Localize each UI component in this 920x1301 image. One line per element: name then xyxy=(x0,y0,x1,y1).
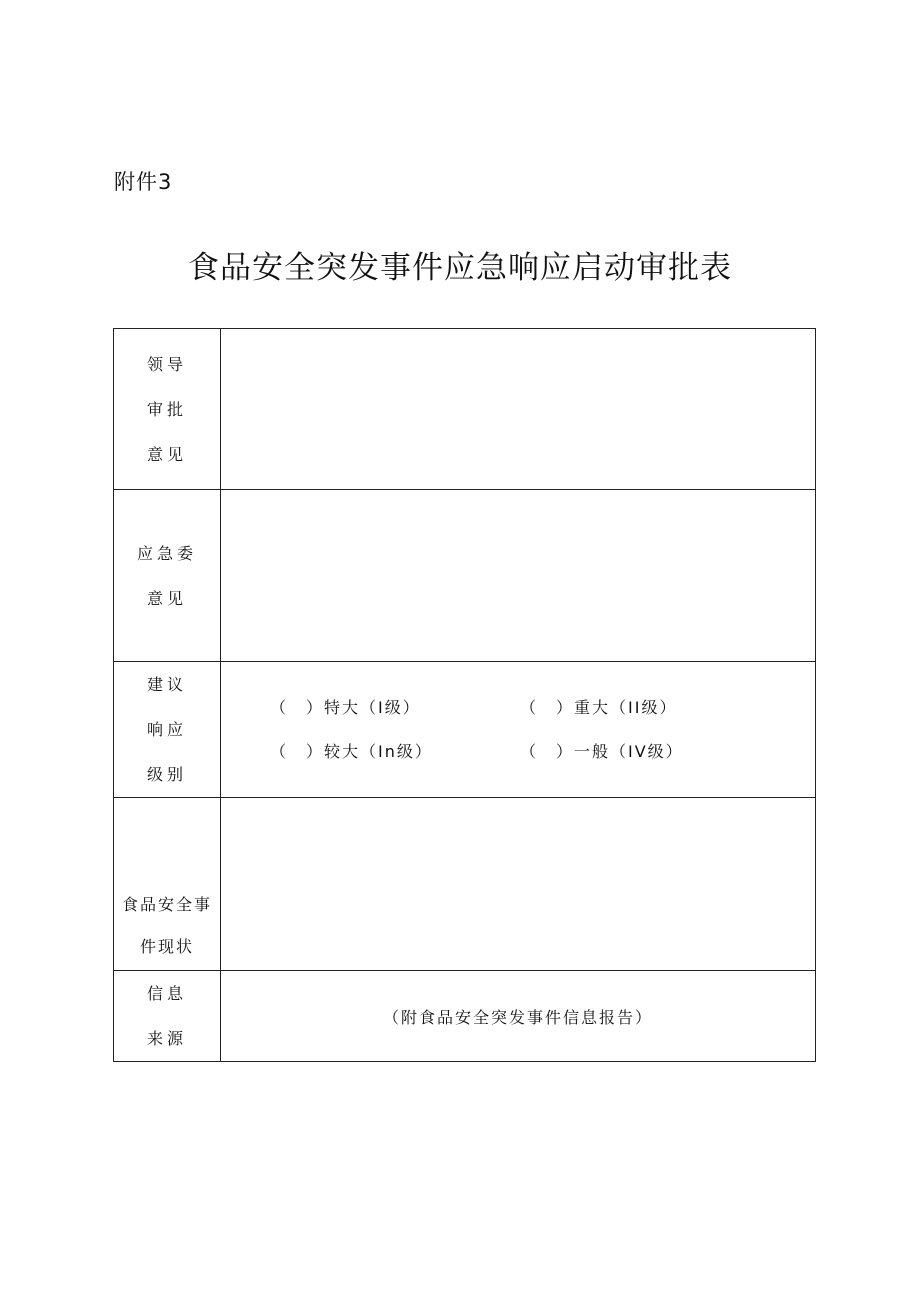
leader-approval-row xyxy=(114,329,816,490)
incident-status-row xyxy=(114,798,816,971)
info-source-field[interactable] xyxy=(221,971,816,1062)
info-source-row xyxy=(114,971,816,1062)
level-option-extraordinary[interactable]: （ ）特大（I级） xyxy=(270,697,421,717)
leader-approval-label xyxy=(114,329,221,490)
level-option-large[interactable]: （ ）较大（In级） xyxy=(270,741,433,761)
committee-opinion-label xyxy=(114,490,221,662)
incident-status-label xyxy=(114,798,221,971)
info-source-label xyxy=(114,971,221,1062)
info-source-note: （附食品安全突发事件信息报告） xyxy=(382,1007,653,1027)
label-line: 建议 xyxy=(146,675,187,694)
label-line: 信息 xyxy=(146,984,187,1003)
label-line: 意见 xyxy=(146,444,187,464)
attachment-label: 附件3 xyxy=(114,170,173,194)
label-line: 意见 xyxy=(146,588,187,608)
committee-opinion-field[interactable] xyxy=(221,490,816,662)
label-line: 级别 xyxy=(146,765,187,784)
level-option-general[interactable]: （ ）一般（IV级） xyxy=(520,741,684,761)
leader-approval-field[interactable] xyxy=(221,329,816,490)
form-title: 食品安全突发事件应急响应启动审批表 xyxy=(188,250,732,286)
label-line: 响应 xyxy=(146,720,187,739)
response-level-row xyxy=(114,662,816,798)
response-level-label xyxy=(114,662,221,798)
label-line: 来源 xyxy=(146,1029,187,1048)
label-line: 应急委 xyxy=(136,543,197,563)
response-level-options xyxy=(221,662,816,798)
committee-opinion-row xyxy=(114,490,816,662)
label-line: 食品安全事 xyxy=(121,895,212,914)
label-line: 审批 xyxy=(146,399,187,419)
incident-status-field[interactable] xyxy=(221,798,816,971)
level-option-major[interactable]: （ ）重大（II级） xyxy=(520,697,678,717)
label-line: 领导 xyxy=(146,354,187,374)
label-line: 件现状 xyxy=(139,937,194,956)
approval-form-table xyxy=(113,328,816,1062)
